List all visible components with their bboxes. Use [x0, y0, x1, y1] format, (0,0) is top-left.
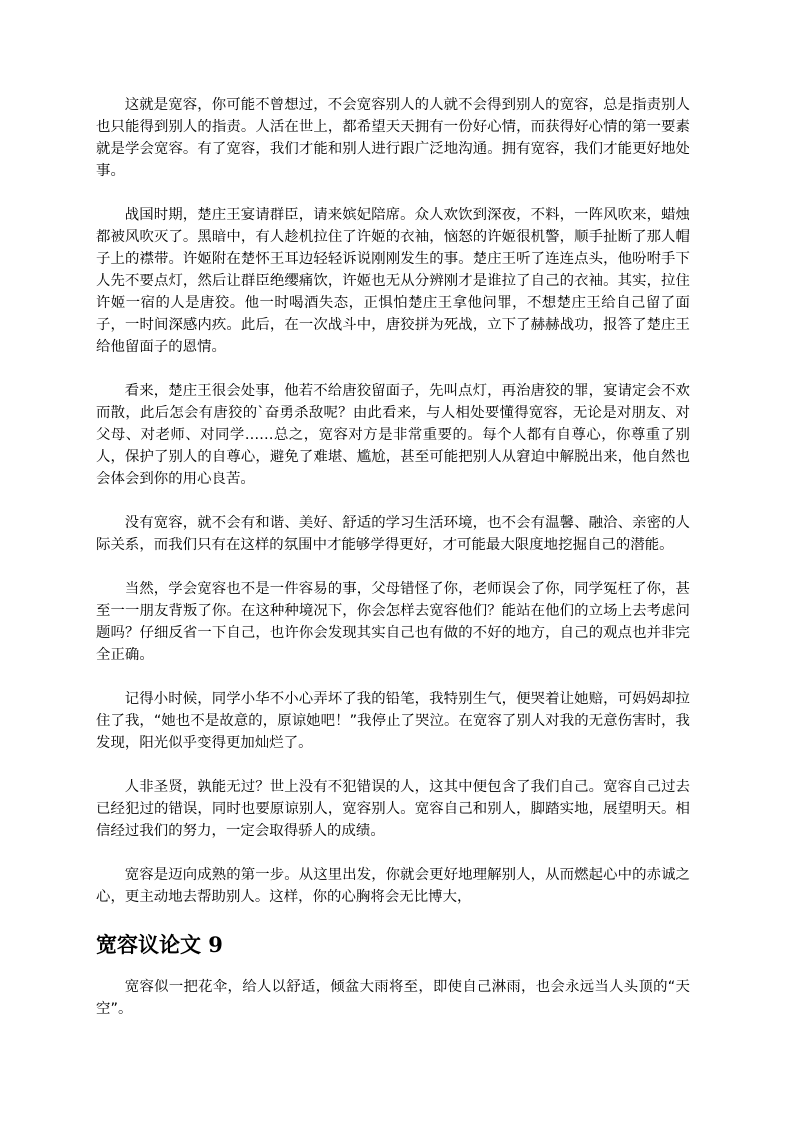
section-heading: 宽容议论文 9: [96, 932, 223, 957]
document-page: [96, 94, 690, 1042]
paragraph-6: 记得小时候，同学小华不小心弄坏了我的铅笔，我特别生气，便哭着让她赔，可妈妈却拉住了我，“她也不是故意的，原谅她吧！”我停止了哭泣。在宽容了别人对我的无意伤害时，我发现，阳光似乎变得更加灿烂了。: [96, 691, 690, 751]
paragraph-2: 战国时期，楚庄王宴请群臣，请来嫔妃陪席。众人欢饮到深夜，不料，一阵风吹来，蜡烛都被风吹灭了。黑暗中，有人趁机拉住了许姬的衣袖，恼怒的许姬很机警，顺手扯断了那人帽子上的襟带。许姬附在楚怀王耳边轻轻诉说刚刚发生的事。楚庄王听了连连点头，他吩咐手下人先不要点灯，然后让群臣绝缨痛饮，许姬也无从分辨刚才是谁拉了自己的衣袖。其实，拉住许姬一宿的人是唐狡。他一时喝酒失态，正惧怕楚庄王拿他问罪，不想楚庄王给自己留了面子，一时间深感内疚。此后，在一次战斗中，唐狡拼为死战，立下了赫赫战功，报答了楚庄王给他留面子的恩情。: [96, 207, 690, 355]
paragraph-7: 人非圣贤，孰能无过？世上没有不犯错误的人，这其中便包含了我们自己。宽容自己过去已经犯过的错误，同时也要原谅别人，宽容别人。宽容自己和别人，脚踏实地，展望明天。相信经过我们的努力，一定会取得骄人的成绩。: [96, 779, 690, 839]
paragraph-3: 看来，楚庄王很会处事，他若不给唐狡留面子，先叫点灯，再治唐狡的罪，宴请定会不欢而散，此后怎会有唐狡的`奋勇杀敌呢？由此看来，与人相处要懂得宽容，无论是对朋友、对父母、对老师、对同学……总之，宽容对方是非常重要的。每个人都有自尊心，你尊重了别人，保护了别人的自尊心，避免了难堪、尴尬，甚至可能把别人从窘迫中解脱出来，他自然也会体会到你的用心良苦。: [96, 383, 690, 487]
paragraph-5: 当然，学会宽容也不是一件容易的事，父母错怪了你，老师误会了你，同学冤枉了你，甚至一一朋友背叛了你。在这种种境况下，你会怎样去宽容他们？能站在他们的立场上去考虑问题吗？仔细反省一下自己，也许你会发现其实自己也有做的不好的地方，自己的观点也并非完全正确。: [96, 581, 690, 663]
paragraph-1: 这就是宽容，你可能不曾想过，不会宽容别人的人就不会得到别人的宽容，总是指责别人也只能得到别人的指责。人活在世上，都希望天天拥有一份好心情，而获得好心情的第一要素就是学会宽容。有了宽容，我们才能和别人进行跟广泛地沟通。拥有宽容，我们才能更好地处事。: [96, 97, 690, 179]
paragraph-8: 宽容是迈向成熟的第一步。从这里出发，你就会更好地理解别人，从而燃起心中的赤诚之心，更主动地去帮助别人。这样，你的心胸将会无比博大，: [96, 867, 690, 905]
paragraph-9: 宽容似一把花伞，给人以舒适，倾盆大雨将至，即使自己淋雨，也会永远当人头顶的“天空”。: [96, 979, 690, 1017]
paragraph-4: 没有宽容，就不会有和谐、美好、舒适的学习生活环境，也不会有温馨、融洽、亲密的人际关系，而我们只有在这样的氛围中才能够学得更好，才可能最大限度地挖掘自己的潜能。: [96, 515, 690, 553]
